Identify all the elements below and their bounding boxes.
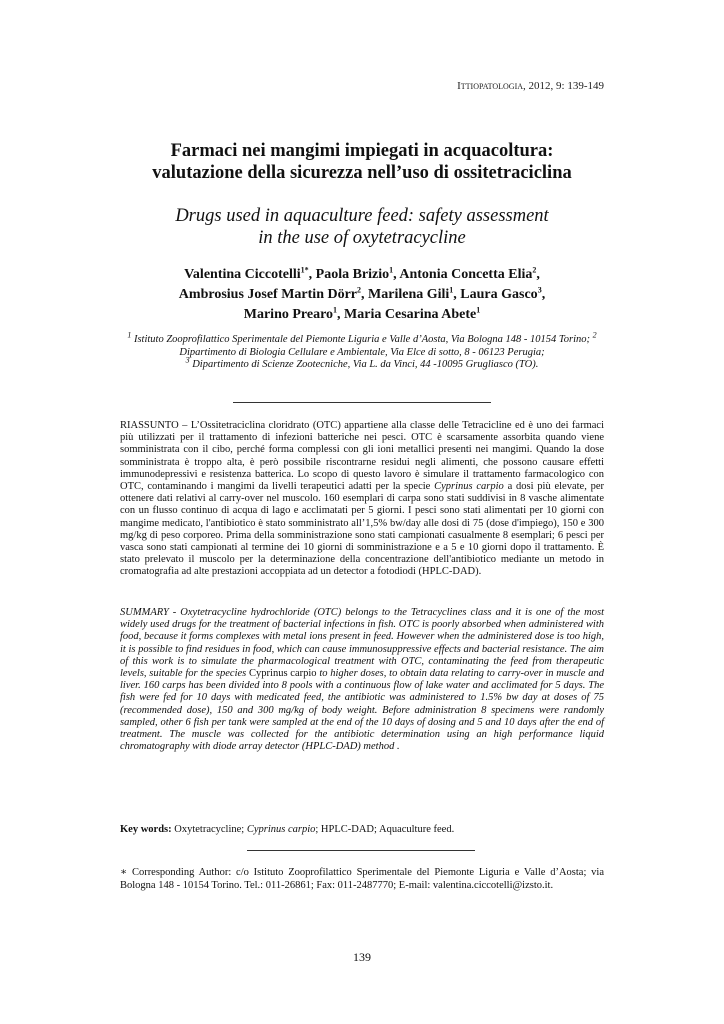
- author-separator: ,: [361, 287, 369, 302]
- author-affiliation-mark: 2: [357, 285, 362, 295]
- author-affiliation-mark: 1*: [300, 265, 309, 275]
- author-name: Marilena Gili: [368, 287, 450, 302]
- author-name: Valentina Ciccotelli: [184, 267, 301, 282]
- asterisk-icon: ∗: [120, 867, 128, 878]
- affiliation-text: Istituto Zooprofilattico Sperimentale del Piemonte Liguria e Valle d’Aosta, Via Bologna 148 - 10154 Torino;: [131, 334, 593, 345]
- affiliation-text: Dipartimento di Biologia Cellulare e Ambientale, Via Elce di sotto, 8 - 06123 Perugia;: [179, 346, 545, 358]
- running-header: [457, 80, 604, 92]
- keywords-label: Key words:: [120, 824, 172, 835]
- keywords: [120, 824, 604, 835]
- title-italian-line: Farmaci nei mangimi impiegati in acquacoltura:: [170, 141, 554, 161]
- keywords-text: ; HPLC-DAD; Aquaculture feed.: [315, 824, 455, 835]
- title-english: [0, 205, 724, 249]
- species-name: Cyprinus carpio: [434, 481, 504, 493]
- title-english-line: in the use of oxytetracycline: [258, 228, 466, 248]
- species-name: Cyprinus carpio: [249, 668, 317, 680]
- author-line: [0, 285, 724, 305]
- author-name: Maria Cesarina Abete: [344, 307, 477, 322]
- riassunto-text: RIASSUNTO – L’Ossitetraciclina cloridrato (OTC) appartiene alla classe delle Tetracicline ed è uno dei farmaci più utilizzati per il trattamento di infezioni batteriche nei pesci. OTC è scarsamente assorbita quando viene somministrata con il cibo, perché forma complessi con gli ioni metallici presenti nei mangimi. Quando la dose somministrata è troppo alta, è però possibile riscontrarne residui negli alimenti, che possono causare effetti immunodepressivi e resistenza batterica. Lo scopo di questo lavoro è simulare il trattamento farmacologico con OTC, contaminando i mangimi da livelli terapeutici adatti per la specie: [120, 420, 604, 493]
- author-separator: ,: [453, 287, 461, 302]
- footnote-rule: [247, 850, 475, 851]
- title-italian-line: valutazione della sicurezza nell’uso di ossitetraciclina: [152, 163, 572, 183]
- author-affiliation-mark: 1: [476, 305, 481, 315]
- affiliation-text: Dipartimento di Scienze Zootecniche, Via L. da Vinci, 44 -10095 Grugliasco (TO).: [189, 359, 539, 370]
- title-english-line: Drugs used in aquaculture feed: safety assessment: [175, 206, 549, 226]
- affiliations: [120, 330, 604, 372]
- author-line: [0, 305, 724, 325]
- keywords-text: Oxytetracycline;: [171, 824, 247, 835]
- author-affiliation-mark: 2: [532, 265, 537, 275]
- author-separator: ,: [536, 267, 540, 282]
- author-affiliation-mark: 1: [389, 265, 394, 275]
- title-italian: [0, 140, 724, 184]
- author-affiliation-mark: 3: [537, 285, 542, 295]
- author-name: Laura Gasco: [460, 287, 538, 302]
- affiliation-mark: 2: [592, 330, 597, 340]
- corresponding-author-note: [120, 866, 604, 892]
- corresponding-author-text: Corresponding Author: c/o Istituto Zooprofilattico Sperimentale del Piemonte Liguria e Valle d’Aosta; via Bologna 148 - 10154 Torino. Tel.: 011-26861; Fax: 011-2487770; E-mail: valentina.ciccotelli@izsto.it.: [120, 867, 604, 891]
- journal-citation: , 2012, 9: 139-149: [523, 80, 604, 92]
- author-name: Marino Prearo: [243, 307, 334, 322]
- summary-text: to higher doses, to obtain data relating to carry-over in muscle and liver. 160 carps has been divided into 8 pools with a continuous flow of lake water and acclimated for 5 days. The fish were fed for 10 days with medicated feed, the antibiotic was administered to 1.5% bw day at doses of 75 (recommended dose), 150 and 300 mg/kg of body weight. Before administration 8 specimens were randomly sampled, other 6 fish per tank were sampled at the end of the 10 days of dosing and 5 and 10 days after the end of treatment. The muscle was collected for the antibiotic determination using an high performance liquid chromatography with diode array detector (HPLC-DAD) method .: [120, 668, 604, 753]
- riassunto-text: a dosi più elevate, per ottenere dati relativi al carry-over nel muscolo. 160 esemplari di carpa sono stati suddivisi in 8 vasche alimentate con un flusso continuo di acqua di lago e acclimatati per 5 giorni. I pesci sono stati alimentati per 10 giorni con mangime medicato, l'antibiotico è stato somministrato all’1,5% bw/day alle dosi di 75 (dose d'impiego), 150 e 300 mg/kg di peso corporeo. Prima della somministrazione sono stati campionati casualmente 8 esemplari; 6 pesci per vasca sono stati campionati al termine dei 10 giorni di somministrazione e a 5 e 10 giorni dopo il trattamento. È stato prelevato il muscolo per la determinazione della concentrazione dell'antibiotico mediante un metodo in cromatografia ad alte prestazioni accoppiata ad un detector a fotodiodi (HPLC-DAD).: [120, 481, 604, 578]
- author-affiliation-mark: 1: [449, 285, 454, 295]
- species-name: Cyprinus carpio: [246, 824, 316, 835]
- author-separator: ,: [541, 287, 546, 302]
- author-list: [0, 265, 724, 325]
- author-affiliation-mark: 1: [333, 305, 338, 315]
- affiliation-mark: 3: [185, 355, 190, 365]
- author-separator: ,: [393, 267, 400, 282]
- divider-rule: [233, 402, 491, 403]
- summary-abstract: [120, 607, 604, 753]
- author-name: Antonia Concetta Elia: [399, 267, 533, 282]
- author-line: [0, 265, 724, 285]
- author-name: Ambrosius Josef Martin Dörr: [178, 287, 358, 302]
- author-name: Paola Brizio: [315, 267, 390, 282]
- summary-text: SUMMARY - Oxytetracycline hydrochloride (OTC) belongs to the Tetracyclines class and it is one of the most widely used drugs for the treatment of bacterial infections in fish. OTC is poorly absorbed when administered with food, because it forms complexes with metal ions present in feed. However when the administered dose is too high, it is possible to find residues in food, which can cause immunosuppressive effects and bacterial resistance. The aim of this work is to simulate the pharmacological treatment with OTC, contaminating the feed from therapeutic levels, suitable for the species: [120, 607, 604, 680]
- riassunto-abstract: [120, 420, 604, 579]
- author-separator: ,: [337, 307, 345, 322]
- affiliation-mark: 1: [127, 330, 132, 340]
- page-number: 139: [353, 950, 371, 964]
- journal-name: Ittiopatologia: [457, 80, 524, 92]
- author-separator: ,: [308, 267, 316, 282]
